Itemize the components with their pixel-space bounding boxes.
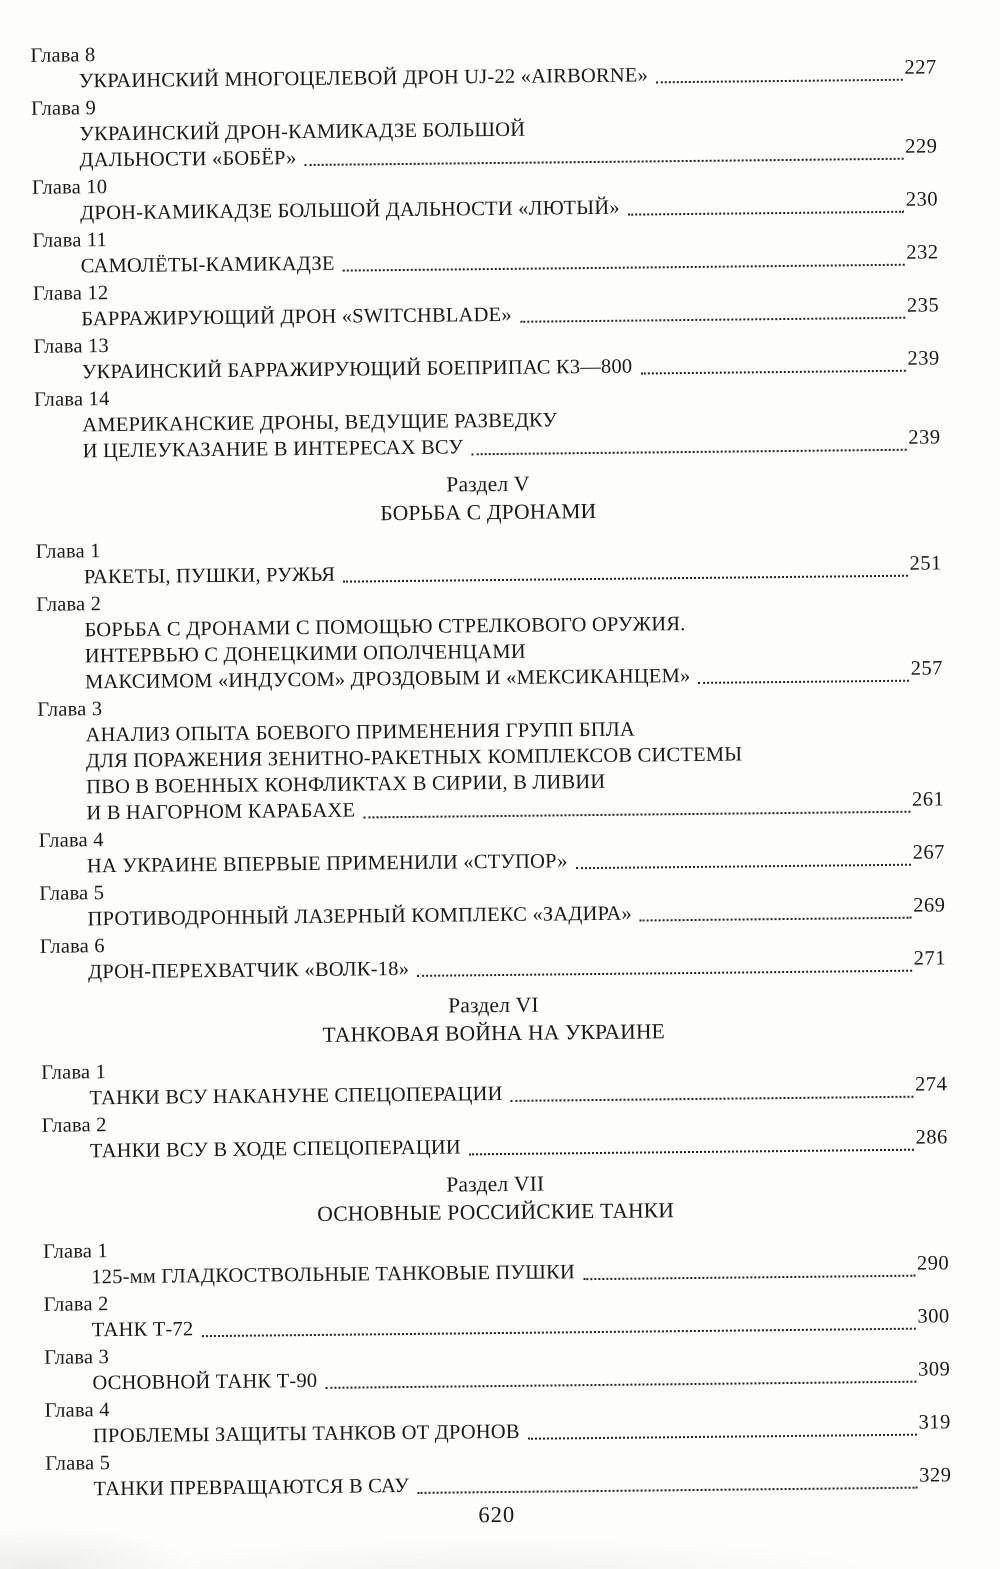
section-heading-line: Раздел VII	[446, 1171, 545, 1197]
dot-leader	[511, 1096, 914, 1102]
chapter-label: Глава 12	[32, 282, 109, 305]
chapter-label: Глава 5	[39, 882, 105, 905]
entry-title-text: ПРОТИВОДРОННЫЙ ЛАЗЕРНЫЙ КОМПЛЕКС «ЗАДИРА»	[87, 902, 633, 931]
toc-entry	[39, 871, 945, 932]
dot-leader	[305, 158, 904, 166]
toc-entry	[42, 1103, 948, 1164]
chapter-label: Глава 13	[33, 335, 110, 358]
entry-title-text: И ЦЕЛЕУКАЗАНИЕ В ИНТЕРЕСАХ ВСУ	[82, 436, 464, 463]
chapter-label: Глава 11	[32, 229, 108, 252]
entry-page-number: 271	[913, 947, 947, 970]
folio-page-number: 620	[478, 1501, 516, 1528]
entry-title-line: ДЛЯ ПОРАЖЕНИЯ ЗЕНИТНО-РАКЕТНЫХ КОМПЛЕКСОВ СИСТЕМЫ	[85, 743, 743, 773]
section-heading	[42, 1165, 949, 1230]
section-heading-line: Раздел VI	[447, 992, 539, 1018]
entry-page-number: 319	[918, 1411, 951, 1434]
dot-leader	[417, 1487, 917, 1494]
entry-title-line: УКРАИНСКИЙ ДРОН-КАМИКАДЗЕ БОЛЬШОЙ	[79, 118, 526, 146]
dot-leader	[343, 575, 907, 583]
section-heading-line: ОСНОВНЫЕ РОССИЙСКИЕ ТАНКИ	[317, 1198, 675, 1226]
entry-title-text: НА УКРАИНЕ ВПЕРВЫЕ ПРИМЕНИЛИ «СТУПОР»	[86, 850, 568, 878]
entry-page-number: 329	[919, 1464, 952, 1487]
toc-entry	[41, 1050, 947, 1111]
toc-entry	[31, 86, 938, 173]
toc-entry	[34, 377, 941, 464]
toc-entry	[37, 687, 944, 826]
section-heading	[35, 465, 942, 530]
chapter-label: Глава 2	[43, 1293, 109, 1316]
entry-title-text: МАКСИМОМ «ИНДУСОМ» ДРОЗДОВЫМ И «МЕКСИКАНЦЕМ»	[84, 665, 691, 694]
entry-title-line: АМЕРИКАНСКИЕ ДРОНЫ, ВЕДУЩИЕ РАЗВЕДКУ	[82, 409, 558, 437]
toc-entry	[36, 529, 942, 590]
section-heading	[40, 986, 947, 1051]
dot-leader	[640, 917, 911, 922]
entry-title-text: САМОЛЁТЫ-КАМИКАДЗЕ	[80, 252, 335, 278]
toc-entry	[30, 33, 936, 94]
dot-leader	[640, 370, 905, 375]
entry-page-number: 257	[910, 657, 944, 680]
toc-entry	[32, 165, 938, 226]
dot-leader	[343, 264, 905, 272]
chapter-label: Глава 3	[37, 698, 103, 721]
dot-leader	[469, 1149, 914, 1156]
dot-leader	[576, 864, 911, 870]
entry-title-line: ИНТЕРВЬЮ С ДОНЕЦКИМИ ОПОЛЧЕНЦАМИ	[84, 640, 526, 668]
dot-leader	[201, 1328, 915, 1337]
entry-page-number: 232	[906, 241, 939, 264]
dot-leader	[528, 1434, 917, 1440]
chapter-label: Глава 2	[36, 593, 102, 616]
dot-leader	[417, 970, 912, 977]
entry-page-number: 227	[904, 56, 937, 79]
chapter-label: Глава 3	[44, 1346, 110, 1369]
chapter-label: Глава 2	[41, 1114, 107, 1137]
entry-title-text: ТАНКИ ВСУ НАКАНУНЕ СПЕЦОПЕРАЦИИ	[89, 1082, 503, 1110]
dot-leader	[698, 680, 908, 684]
entry-page-number: 235	[906, 294, 940, 317]
chapter-label: Глава 5	[45, 1452, 111, 1475]
entry-page-number: 274	[914, 1073, 948, 1096]
toc-entry	[43, 1229, 949, 1290]
dot-leader	[325, 1381, 916, 1389]
entry-title-line: БОРЬБА С ДРОНАМИ С ПОМОЩЬЮ СТРЕЛКОВОГО ОРУЖИЯ.	[84, 613, 686, 642]
entry-title-text: БАРРАЖИРУЮЩИЙ ДРОН «SWITCHBLADE»	[81, 303, 512, 331]
chapter-label: Глава 9	[30, 97, 97, 120]
toc-entry	[33, 271, 939, 332]
chapter-label: Глава 8	[30, 44, 96, 67]
chapter-label: Глава 1	[42, 1240, 109, 1263]
entry-title-text: ОСНОВНОЙ ТАНК Т-90	[92, 1369, 318, 1395]
entry-title-text: И В НАГОРНОМ КАРАБАХЕ	[86, 799, 356, 825]
toc-entry	[33, 324, 939, 385]
section-heading-line: ТАНКОВАЯ ВОЙНА НА УКРАИНЕ	[322, 1019, 666, 1047]
entry-page-number: 239	[907, 347, 940, 370]
entry-page-number: 230	[905, 188, 939, 211]
entry-page-number: 229	[905, 135, 938, 158]
dot-leader	[656, 79, 903, 84]
dot-leader	[583, 1275, 915, 1280]
chapter-label: Глава 1	[35, 540, 101, 563]
entry-page-number: 239	[908, 426, 941, 449]
entry-page-number: 286	[915, 1126, 948, 1149]
entry-page-number: 309	[917, 1358, 951, 1381]
toc-entry	[36, 582, 943, 695]
entry-title-text: УКРАИНСКИЙ МНОГОЦЕЛЕВОЙ ДРОН UJ-22 «AIRBORNE»	[78, 64, 649, 93]
chapter-label: Глава 10	[31, 176, 108, 199]
chapter-label: Глава 4	[44, 1399, 110, 1422]
dot-leader	[628, 211, 904, 216]
entry-page-number: 290	[916, 1252, 950, 1275]
toc-entry	[44, 1335, 950, 1396]
entry-page-number: 251	[909, 552, 942, 575]
toc-entry	[39, 818, 945, 879]
entry-page-number: 261	[911, 788, 945, 811]
toc-entry	[40, 924, 946, 985]
entry-page-number: 267	[912, 841, 946, 864]
chapter-label: Глава 6	[39, 935, 105, 958]
entry-title-text: ТАНК Т-72	[91, 1318, 194, 1342]
entry-title-text: ТАНКИ ВСУ В ХОДЕ СПЕЦОПЕРАЦИИ	[89, 1136, 461, 1163]
entry-title-text: ДРОН-ПЕРЕХВАТЧИК «ВОЛК-18»	[87, 957, 410, 984]
toc-entry	[45, 1388, 951, 1449]
entry-title-text: РАКЕТЫ, ПУШКИ, РУЖЬЯ	[83, 563, 336, 589]
entry-title-text: ДРОН-КАМИКАДЗЕ БОЛЬШОЙ ДАЛЬНОСТИ «ЛЮТЫЙ»	[80, 196, 620, 225]
chapter-label: Глава 4	[38, 829, 104, 852]
entry-page-number: 300	[917, 1305, 950, 1328]
table-of-contents	[30, 0, 952, 1503]
section-heading-line: БОРЬБА С ДРОНАМИ	[380, 498, 597, 526]
dot-leader	[520, 317, 905, 323]
dot-leader	[363, 811, 910, 819]
entry-title-text: ДАЛЬНОСТИ «БОБЁР»	[79, 147, 297, 172]
entry-title-text: ТАНКИ ПРЕВРАЩАЮТСЯ В САУ	[93, 1474, 410, 1501]
chapter-label: Глава 1	[41, 1061, 107, 1084]
chapter-label: Глава 14	[33, 388, 110, 411]
entry-title-line: АНАЛИЗ ОПЫТА БОЕВОГО ПРИМЕНЕНИЯ ГРУПП БПЛА	[85, 718, 636, 747]
toc-entry	[43, 1282, 949, 1343]
dot-leader	[471, 449, 906, 456]
toc-entry	[45, 1441, 951, 1502]
entry-title-text: ПРОБЛЕМЫ ЗАЩИТЫ ТАНКОВ ОТ ДРОНОВ	[92, 1420, 520, 1448]
entry-title-line: ПВО В ВОЕННЫХ КОНФЛИКТАХ В СИРИИ, В ЛИВИИ	[86, 770, 606, 799]
entry-title-text: 125-мм ГЛАДКОСТВОЛЬНЫЕ ТАНКОВЫЕ ПУШКИ	[91, 1261, 576, 1289]
section-heading-line: Раздел V	[446, 471, 530, 497]
toc-entry	[32, 218, 938, 279]
entry-title-text: УКРАИНСКИЙ БАРРАЖИРУЮЩИЙ БОЕПРИПАС К3—800	[81, 355, 633, 384]
entry-page-number: 269	[913, 894, 946, 917]
